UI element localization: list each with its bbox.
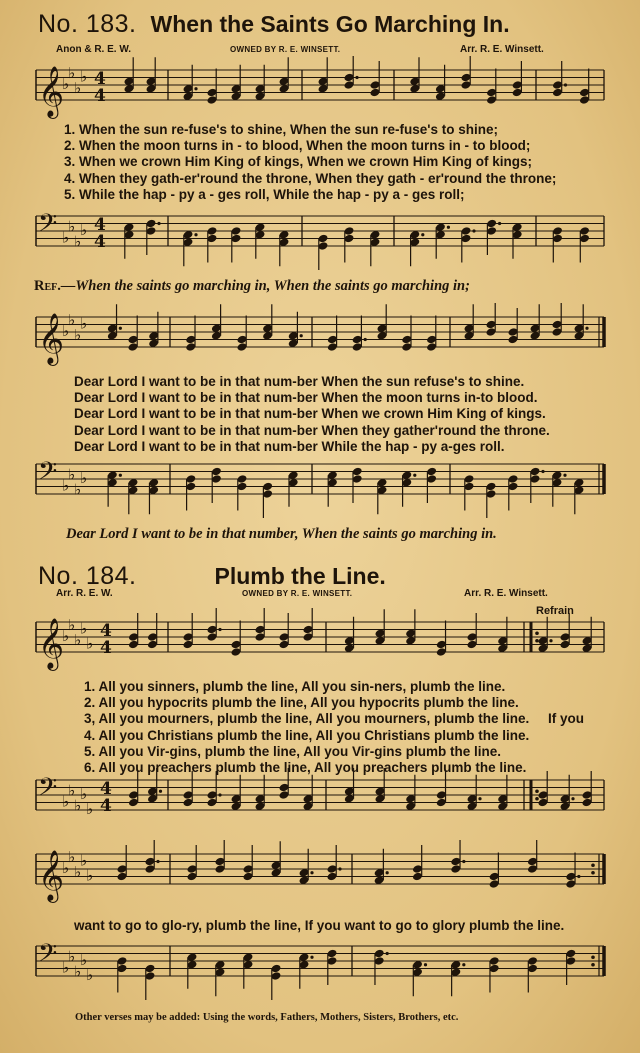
dot xyxy=(478,797,481,800)
verse-line: 5. While the hap - py a - ges roll, While the hap - py a - ges roll; xyxy=(64,186,465,202)
flat-icon: ♭ xyxy=(74,78,82,97)
hymn-183-verses xyxy=(64,122,556,203)
flat-icon: ♭ xyxy=(80,851,88,870)
flat-icon: ♭ xyxy=(86,966,94,984)
flat-icon: ♭ xyxy=(74,480,82,499)
time-signature: 4 xyxy=(100,621,112,641)
credit-author: Arr. R. E. W. xyxy=(56,588,113,599)
hymn-title: When the Saints Go Marching In. xyxy=(150,11,510,37)
flat-icon: ♭ xyxy=(74,796,82,815)
credit-author: Anon & R. E. W. xyxy=(56,44,131,55)
flat-icon: ♭ xyxy=(80,221,88,239)
hymn-183-closing: Dear Lord I want to be in that number, When the saints go marching in. xyxy=(66,526,497,542)
flat-icon: ♭ xyxy=(68,847,76,866)
hymn-184-credits xyxy=(42,588,608,602)
dot xyxy=(119,474,122,477)
credit-arranger: Arr. R. E. Winsett. xyxy=(460,44,544,55)
staff-184-treble-2 xyxy=(0,840,640,916)
dot xyxy=(194,233,197,236)
verse-line: 2. When the moon turns in - to blood, When the moon turns in - to blood; xyxy=(64,138,531,154)
verse-line: 4. When they gath-er'round the throne, When they gath - er'round the throne; xyxy=(64,170,557,186)
time-signature: 4 xyxy=(100,638,112,658)
time-signature: 4 xyxy=(100,796,112,816)
staff-183-bass-2 xyxy=(0,454,640,528)
flat-icon: ♭ xyxy=(62,476,70,495)
dot xyxy=(447,226,450,229)
footer-note: Other verses may be added: Using the words, Fathers, Mothers, Sisters, Brothers, etc. xyxy=(75,1012,459,1023)
verse-line: 3. When we crown Him King of kings, When we crown Him King of kings; xyxy=(64,154,533,170)
repeat-dot xyxy=(591,871,595,875)
treble-clef-icon: 𝄞 xyxy=(38,313,65,364)
hymn-number: No. 184. xyxy=(38,562,137,590)
dot xyxy=(549,639,552,642)
dot xyxy=(472,229,475,232)
dot xyxy=(310,956,313,959)
time-signature: 4 xyxy=(94,69,106,89)
chorus-line: Dear Lord I want to be in that num-ber When we crown Him King of kings. xyxy=(74,406,546,422)
flat-icon: ♭ xyxy=(68,63,76,82)
dot xyxy=(585,327,588,330)
flat-icon: ♭ xyxy=(80,469,88,487)
dot xyxy=(156,860,159,863)
chorus-line: Dear Lord I want to be in that num-ber When they gather'round the throne. xyxy=(74,422,550,438)
repeat-dot xyxy=(591,955,595,959)
chorus-line: Dear Lord I want to be in that num-ber When the sun refuse's to shine. xyxy=(74,374,525,389)
credit-owner: OWNED BY R. E. WINSETT. xyxy=(242,589,353,598)
dot xyxy=(364,338,367,341)
hymn-184-header xyxy=(38,562,610,591)
hymn-184-verses xyxy=(84,679,529,776)
flat-icon: ♭ xyxy=(74,630,82,649)
flat-icon: ♭ xyxy=(80,67,88,86)
repeat-dot xyxy=(535,639,539,643)
repeat-dot xyxy=(535,797,539,801)
hymn-184-refrain: want to go to glo-ry, plumb the line, If you want to go to glory plumb the line. xyxy=(74,918,565,933)
hymn-183-chorus xyxy=(74,374,550,455)
refrain-text: —When the saints go marching in, When the saints go marching in; xyxy=(60,278,470,294)
dot xyxy=(218,628,221,631)
refrain-label: Ref. xyxy=(34,278,61,294)
bass-clef-icon: 𝄢 xyxy=(38,457,58,492)
credit-arranger: Arr. R. E. Winsett. xyxy=(464,588,548,599)
dot xyxy=(541,470,544,473)
flat-icon: ♭ xyxy=(62,859,70,877)
flat-icon: ♭ xyxy=(68,781,76,800)
flat-icon: ♭ xyxy=(62,75,70,93)
dot xyxy=(421,233,424,236)
refrain-marker: Refrain xyxy=(536,605,574,617)
flat-icon: ♭ xyxy=(68,947,76,966)
staff-183-bass-1 xyxy=(0,206,640,280)
dot xyxy=(413,474,416,477)
time-signature: 4 xyxy=(94,232,106,252)
flat-icon: ♭ xyxy=(62,792,70,811)
flat-icon: ♭ xyxy=(68,615,76,634)
dot xyxy=(355,76,358,79)
flat-icon: ♭ xyxy=(86,800,94,818)
treble-clef-icon: 𝄞 xyxy=(38,850,65,901)
staff-183-treble-1 xyxy=(0,56,640,122)
verse-line: 2. All you hypocrits plumb the line, All you hypocrits plumb the line. xyxy=(84,695,519,711)
hymn-183-header xyxy=(38,10,610,39)
flat-icon: ♭ xyxy=(62,627,70,645)
verse-line: 3, All you mourners, plumb the line, All you mourners, plumb the line. xyxy=(84,711,530,727)
verse-3-pickup: If you xyxy=(548,711,584,726)
repeat-dot xyxy=(591,963,595,967)
dot xyxy=(218,793,221,796)
verse-line: 4. All you Christians plumb the line, All you Christians plumb the line. xyxy=(84,727,530,743)
flat-icon: ♭ xyxy=(74,325,82,344)
flat-icon: ♭ xyxy=(68,465,76,484)
dot xyxy=(498,222,501,225)
dot xyxy=(338,867,341,870)
flat-icon: ♭ xyxy=(62,322,70,340)
treble-clef-icon: 𝄞 xyxy=(38,66,65,117)
flat-icon: ♭ xyxy=(80,785,88,803)
bass-clef-icon: 𝄢 xyxy=(38,773,58,808)
chorus-line: Dear Lord I want to be in that num-ber While the hap - py a-ges roll. xyxy=(74,438,505,454)
bass-clef-icon: 𝄢 xyxy=(38,939,58,974)
staff-184-bass-2 xyxy=(0,936,640,1010)
credit-owner: OWNED BY R. E. WINSETT. xyxy=(230,45,341,54)
dot xyxy=(310,871,313,874)
dot xyxy=(564,83,567,86)
flat-icon: ♭ xyxy=(86,634,94,653)
verse-line: 1. All you sinners, plumb the line, All you sin-ners, plumb the line. xyxy=(84,679,506,694)
verse-line: 6. All you preachers plumb the line, All you preachers plumb the line. xyxy=(84,760,527,776)
flat-icon: ♭ xyxy=(86,866,94,885)
dot xyxy=(159,790,162,793)
dot xyxy=(571,797,574,800)
dot xyxy=(157,222,160,225)
staff-183-treble-2 xyxy=(0,303,640,373)
dot xyxy=(462,963,465,966)
refrain-cue xyxy=(34,278,470,295)
repeat-dot xyxy=(591,863,595,867)
flat-icon: ♭ xyxy=(62,958,70,977)
flat-icon: ♭ xyxy=(74,962,82,981)
time-signature: 4 xyxy=(94,86,106,106)
verse-line: 1. When the sun re-fuse's to shine, When the sun re-fuse's to shine; xyxy=(64,122,498,137)
flat-icon: ♭ xyxy=(74,232,82,251)
time-signature: 4 xyxy=(100,779,112,799)
hymn-title: Plumb the Line. xyxy=(214,563,386,589)
hymn-number: No. 183. xyxy=(38,10,137,38)
treble-clef-icon: 𝄞 xyxy=(38,618,65,669)
chorus-line: Dear Lord I want to be in that num-ber When the moon turns in-to blood. xyxy=(74,390,538,406)
verse-line: 5. All you Vir-gins, plumb the line, All you Vir-gins plumb the line. xyxy=(84,743,502,759)
dot xyxy=(563,474,566,477)
staff-184-bass-1 xyxy=(0,768,640,838)
repeat-dot xyxy=(535,631,539,635)
dot xyxy=(194,87,197,90)
flat-icon: ♭ xyxy=(80,951,88,969)
staff-184-treble-1 xyxy=(0,608,640,680)
dot xyxy=(424,963,427,966)
flat-icon: ♭ xyxy=(74,862,82,881)
flat-icon: ♭ xyxy=(80,314,88,333)
dot xyxy=(462,860,465,863)
flat-icon: ♭ xyxy=(62,228,70,247)
flat-icon: ♭ xyxy=(68,217,76,236)
dot xyxy=(119,327,122,330)
flat-icon: ♭ xyxy=(68,310,76,329)
time-signature: 4 xyxy=(94,215,106,235)
dot xyxy=(386,871,389,874)
dot xyxy=(300,334,303,337)
flat-icon: ♭ xyxy=(80,619,88,638)
dot xyxy=(577,875,580,878)
repeat-dot xyxy=(535,789,539,793)
dot xyxy=(386,952,389,955)
bass-clef-icon: 𝄢 xyxy=(38,209,58,244)
